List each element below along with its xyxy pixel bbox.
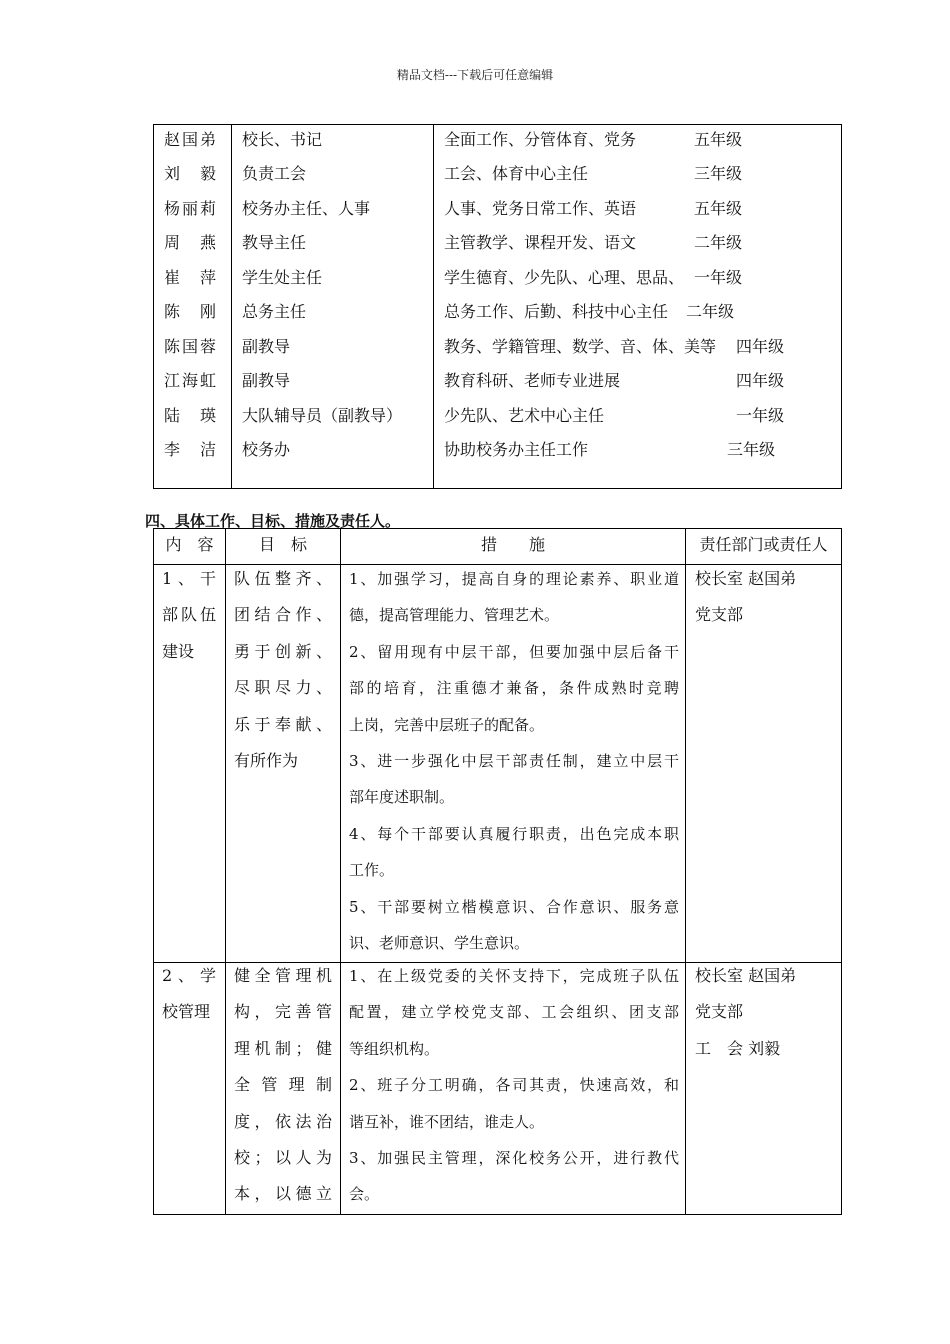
staff-role: 教导主任 xyxy=(242,233,307,252)
goal-line: 乐于奉献、 xyxy=(234,714,332,734)
row-content xyxy=(162,561,216,670)
content-line: 1 、 干 xyxy=(162,569,216,588)
staff-duty: 协助校务办主任工作 xyxy=(444,440,589,459)
staff-name: 陈国蓉 xyxy=(164,337,216,356)
staff-row xyxy=(154,162,843,186)
responsible-line: 校长室 赵国弟 xyxy=(695,966,797,985)
row-responsible xyxy=(695,561,835,634)
staff-name: 杨丽莉 xyxy=(164,199,216,218)
staff-name: 陆瑛 xyxy=(164,406,216,425)
goal-line: 有所作为 xyxy=(234,751,299,771)
staff-row xyxy=(154,404,843,428)
staff-grade: 五年级 xyxy=(694,130,743,149)
staff-duty: 教育科研、老师专业进展 xyxy=(444,371,621,390)
staff-name: 李洁 xyxy=(164,440,216,459)
measure-line: 配置，建立学校党支部、工会组织、团支部 xyxy=(349,1003,679,1022)
staff-row xyxy=(154,300,843,324)
goal-line: 尽职尽力、 xyxy=(234,678,332,698)
staff-name: 陈刚 xyxy=(164,302,216,321)
staff-duty: 主管教学、课程开发、语文 xyxy=(444,233,637,252)
goal-line: 校；以人为 xyxy=(234,1148,332,1168)
staff-duty: 总务工作、后勤、科技中心主任 xyxy=(444,302,669,321)
staff-role: 校长、书记 xyxy=(242,130,323,149)
responsible-line: 党支部 xyxy=(695,1002,744,1022)
content-line: 校管理 xyxy=(162,1002,211,1022)
measure-line: 等组织机构。 xyxy=(349,1039,440,1058)
content-line: 部队伍 xyxy=(162,605,216,625)
measure-line: 部年度述职制。 xyxy=(349,788,455,807)
measure-line: 谐互补，谁不团结，谁走人。 xyxy=(349,1112,545,1131)
measure-line: 3、进一步强化中层干部责任制，建立中层干 xyxy=(349,752,679,771)
staff-role: 学生处主任 xyxy=(242,268,323,287)
section-title: 四、具体工作、目标、措施及责任人。 xyxy=(145,512,401,530)
column-divider xyxy=(225,529,226,1214)
staff-role: 副教导 xyxy=(242,337,291,356)
measure-line: 1、在上级党委的关怀支持下，完成班子队伍 xyxy=(349,967,679,985)
staff-name: 周燕 xyxy=(164,233,216,252)
goal-line: 队伍整齐、 xyxy=(234,569,332,588)
measure-line: 德，提高管理能力、管理艺术。 xyxy=(349,606,560,625)
goal-line: 理机制；健 xyxy=(234,1038,332,1058)
staff-grade: 五年级 xyxy=(694,199,743,218)
column-divider xyxy=(340,529,341,1214)
staff-duty: 教务、学籍管理、数学、音、体、美等 xyxy=(444,337,717,356)
goal-line: 全 管 理 制 xyxy=(234,1075,332,1095)
staff-role: 校务办 xyxy=(242,440,291,459)
staff-grade: 二年级 xyxy=(694,233,743,252)
staff-row xyxy=(154,197,843,221)
staff-grade: 三年级 xyxy=(727,440,776,459)
staff-name: 刘毅 xyxy=(164,164,216,183)
staff-table xyxy=(153,124,842,489)
staff-duty: 少先队、艺术中心主任 xyxy=(444,406,605,425)
row-content xyxy=(162,958,216,1031)
measure-line: 上岗，完善中层班子的配备。 xyxy=(349,715,545,734)
staff-name: 赵国弟 xyxy=(164,130,216,149)
measure-line: 会。 xyxy=(349,1185,380,1204)
staff-role: 负责工会 xyxy=(242,164,307,183)
measure-line: 识、老师意识、学生意识。 xyxy=(349,934,530,953)
staff-row xyxy=(154,231,843,255)
staff-name: 江海虹 xyxy=(164,371,216,390)
responsible-line: 党支部 xyxy=(695,605,744,625)
goal-line: 勇于创新、 xyxy=(234,641,332,661)
staff-grade: 三年级 xyxy=(694,164,743,183)
measure-line: 5、干部要树立楷模意识、合作意识、服务意 xyxy=(349,897,679,916)
measure-line: 1、加强学习，提高自身的理论素养、职业道 xyxy=(349,570,679,588)
measure-line: 3、加强民主管理，深化校务公开，进行教代 xyxy=(349,1149,679,1168)
page-header: 精品文档---下载后可任意编辑 xyxy=(396,68,554,82)
header-measures: 措 施 xyxy=(480,535,545,554)
staff-role: 副教导 xyxy=(242,371,291,390)
row-goal xyxy=(234,958,332,1213)
staff-grade: 一年级 xyxy=(694,268,743,287)
goal-line: 构，完善管 xyxy=(234,1002,332,1022)
measure-line: 工作。 xyxy=(349,861,395,880)
staff-role: 总务主任 xyxy=(242,302,307,321)
goal-line: 健全管理机 xyxy=(234,966,332,985)
staff-row xyxy=(154,128,843,152)
tasks-table xyxy=(153,528,842,1215)
staff-grade: 二年级 xyxy=(686,302,735,321)
staff-duty: 全面工作、分管体育、党务 xyxy=(444,130,637,149)
row-goal xyxy=(234,561,332,779)
goal-line: 度，依法治 xyxy=(234,1111,332,1131)
row-measures xyxy=(349,561,679,961)
measure-line: 2、留用现有中层干部，但要加强中层后备干 xyxy=(349,642,679,661)
staff-duty: 工会、体育中心主任 xyxy=(444,164,589,183)
responsible-line: 工 会 刘毅 xyxy=(695,1038,781,1058)
measure-line: 部的培育，注重德才兼备，条件成熟时竞聘 xyxy=(349,679,679,698)
row-measures xyxy=(349,958,679,1213)
staff-row xyxy=(154,369,843,393)
staff-row xyxy=(154,335,843,359)
goal-line: 本，以德立 xyxy=(234,1184,332,1204)
measure-line: 4、每个干部要认真履行职责，出色完成本职 xyxy=(349,824,679,843)
staff-role: 大队辅导员（副教导） xyxy=(242,406,403,425)
header-responsible: 责任部门或责任人 xyxy=(699,535,828,554)
content-line: 2 、 学 xyxy=(162,966,216,985)
header-content: 内 容 xyxy=(165,535,214,554)
measure-line: 2、班子分工明确，各司其责，快速高效，和 xyxy=(349,1076,679,1095)
staff-duty: 学生德育、少先队、心理、思品、 xyxy=(444,268,685,287)
staff-name: 崔萍 xyxy=(164,268,216,287)
staff-grade: 一年级 xyxy=(736,406,785,425)
staff-grade: 四年级 xyxy=(736,337,785,356)
staff-grade: 四年级 xyxy=(736,371,785,390)
responsible-line: 校长室 赵国弟 xyxy=(695,569,797,588)
staff-role: 校务办主任、人事 xyxy=(242,199,371,218)
content-line: 建设 xyxy=(162,641,195,661)
staff-row xyxy=(154,438,843,462)
staff-row xyxy=(154,266,843,290)
goal-line: 团结合作、 xyxy=(234,605,332,625)
header-goal: 目 标 xyxy=(258,535,307,554)
row-responsible xyxy=(695,958,835,1067)
column-divider xyxy=(685,529,686,1214)
staff-duty: 人事、党务日常工作、英语 xyxy=(444,199,637,218)
